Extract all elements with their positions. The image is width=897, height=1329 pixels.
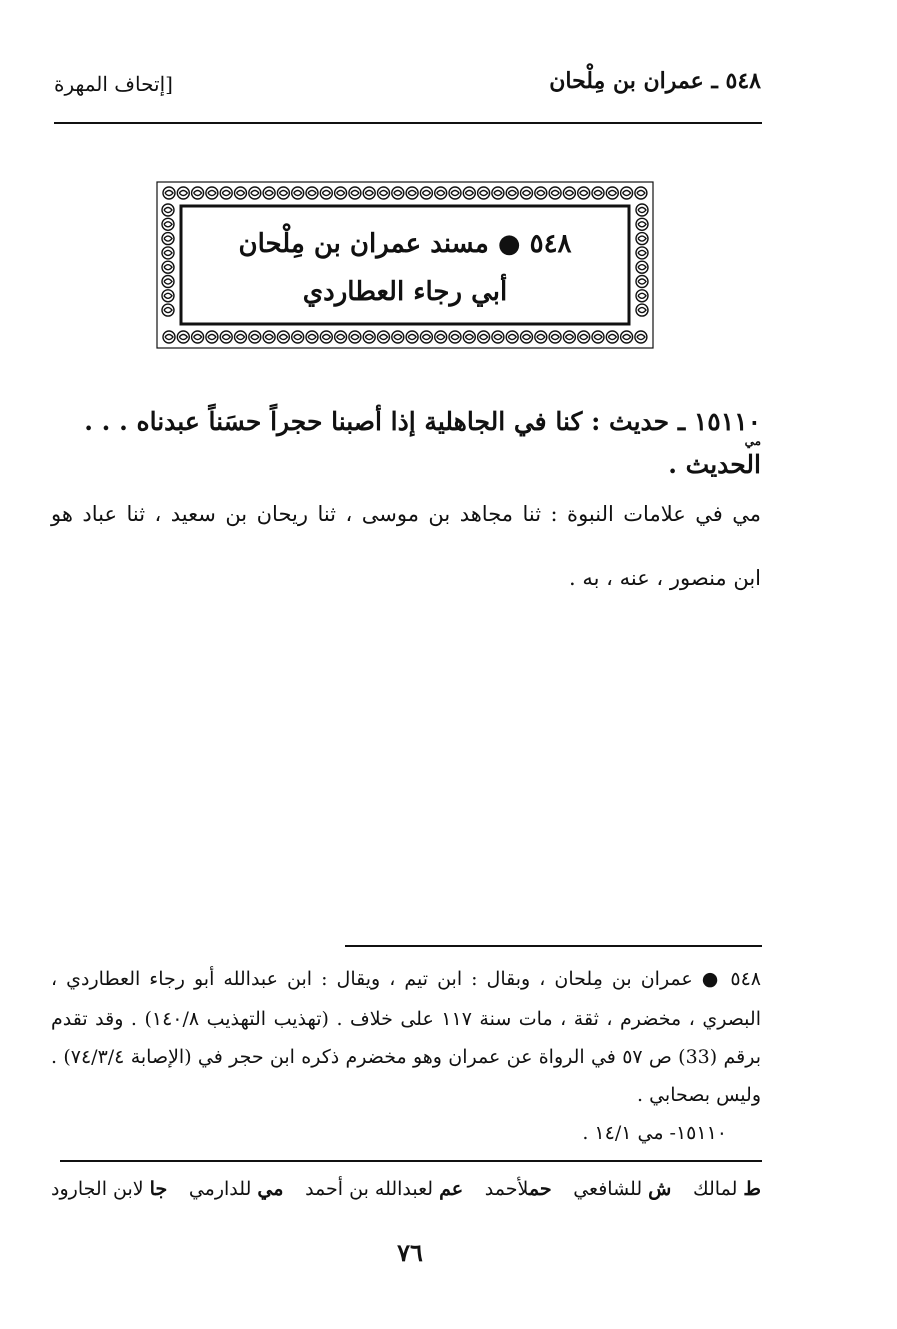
abbreviation-item: حملأحمد: [484, 1178, 552, 1200]
hadith-continuation: الحديث .: [668, 450, 761, 479]
footnote-divider: [345, 945, 762, 947]
abbreviations-divider: [60, 1160, 762, 1162]
page-number: ٧٦: [397, 1238, 423, 1267]
abbreviation-item: ش للشافعي: [573, 1178, 672, 1200]
footnote-line-5: ١٥١١٠- مي ١٤/١ .: [582, 1122, 727, 1144]
footnote-line-2: البصري ، مخضرم ، ثقة ، مات سنة ١١٧ على خلاف . (تهذيب التهذيب ١٤٠/٨) . وقد تقدم: [51, 1008, 761, 1030]
hadith-text: ١٥١١٠ ـ حديث : كنا في الجاهلية إذا أصبنا حجراً حسَناً عبدناه . . .: [84, 407, 761, 436]
abbreviations-key: [51, 1178, 761, 1200]
abbreviation-item: ط لمالك: [693, 1178, 761, 1200]
footnote-line-3: برقم (33) ص ٥٧ في الرواة عن عمران وهو مخضرم ذكره ابن حجر في (الإصابة ٧٤/٣/٤) .: [51, 1046, 761, 1068]
isnad-line-1: مي في علامات النبوة : ثنا مجاهد بن موسى ، ثنا ريحان بن سعيد ، ثنا عباد هو: [51, 502, 761, 526]
footnote-line-4: وليس بصحابي .: [637, 1084, 761, 1106]
footnote-line-1: ٥٤٨ ● عمران بن مِلحان ، وبقال : ابن تيم ، ويقال : ابن عبدالله أبو رجاء العطاردي ،: [51, 968, 762, 990]
running-header-title: ٥٤٨ ـ عمران بن مِلْحان: [549, 68, 761, 94]
abbreviation-item: مي للدارمي: [188, 1178, 284, 1200]
isnad-line-2: ابن منصور ، عنه ، به .: [569, 566, 761, 590]
abbreviation-item: عم لعبدالله بن أحمد: [305, 1178, 464, 1200]
section-heading-line1: ٥٤٨ ● مسند عمران بن مِلْحان: [238, 229, 572, 259]
section-heading-line2: أبي رجاء العطاردي: [302, 277, 508, 307]
running-header-book: [إتحاف المهرة: [54, 72, 173, 96]
header-divider: [54, 122, 762, 124]
section-heading: [185, 220, 625, 316]
abbreviation-item: جا لابن الجارود: [51, 1178, 168, 1200]
hadith-source-mark: مي: [744, 434, 761, 448]
